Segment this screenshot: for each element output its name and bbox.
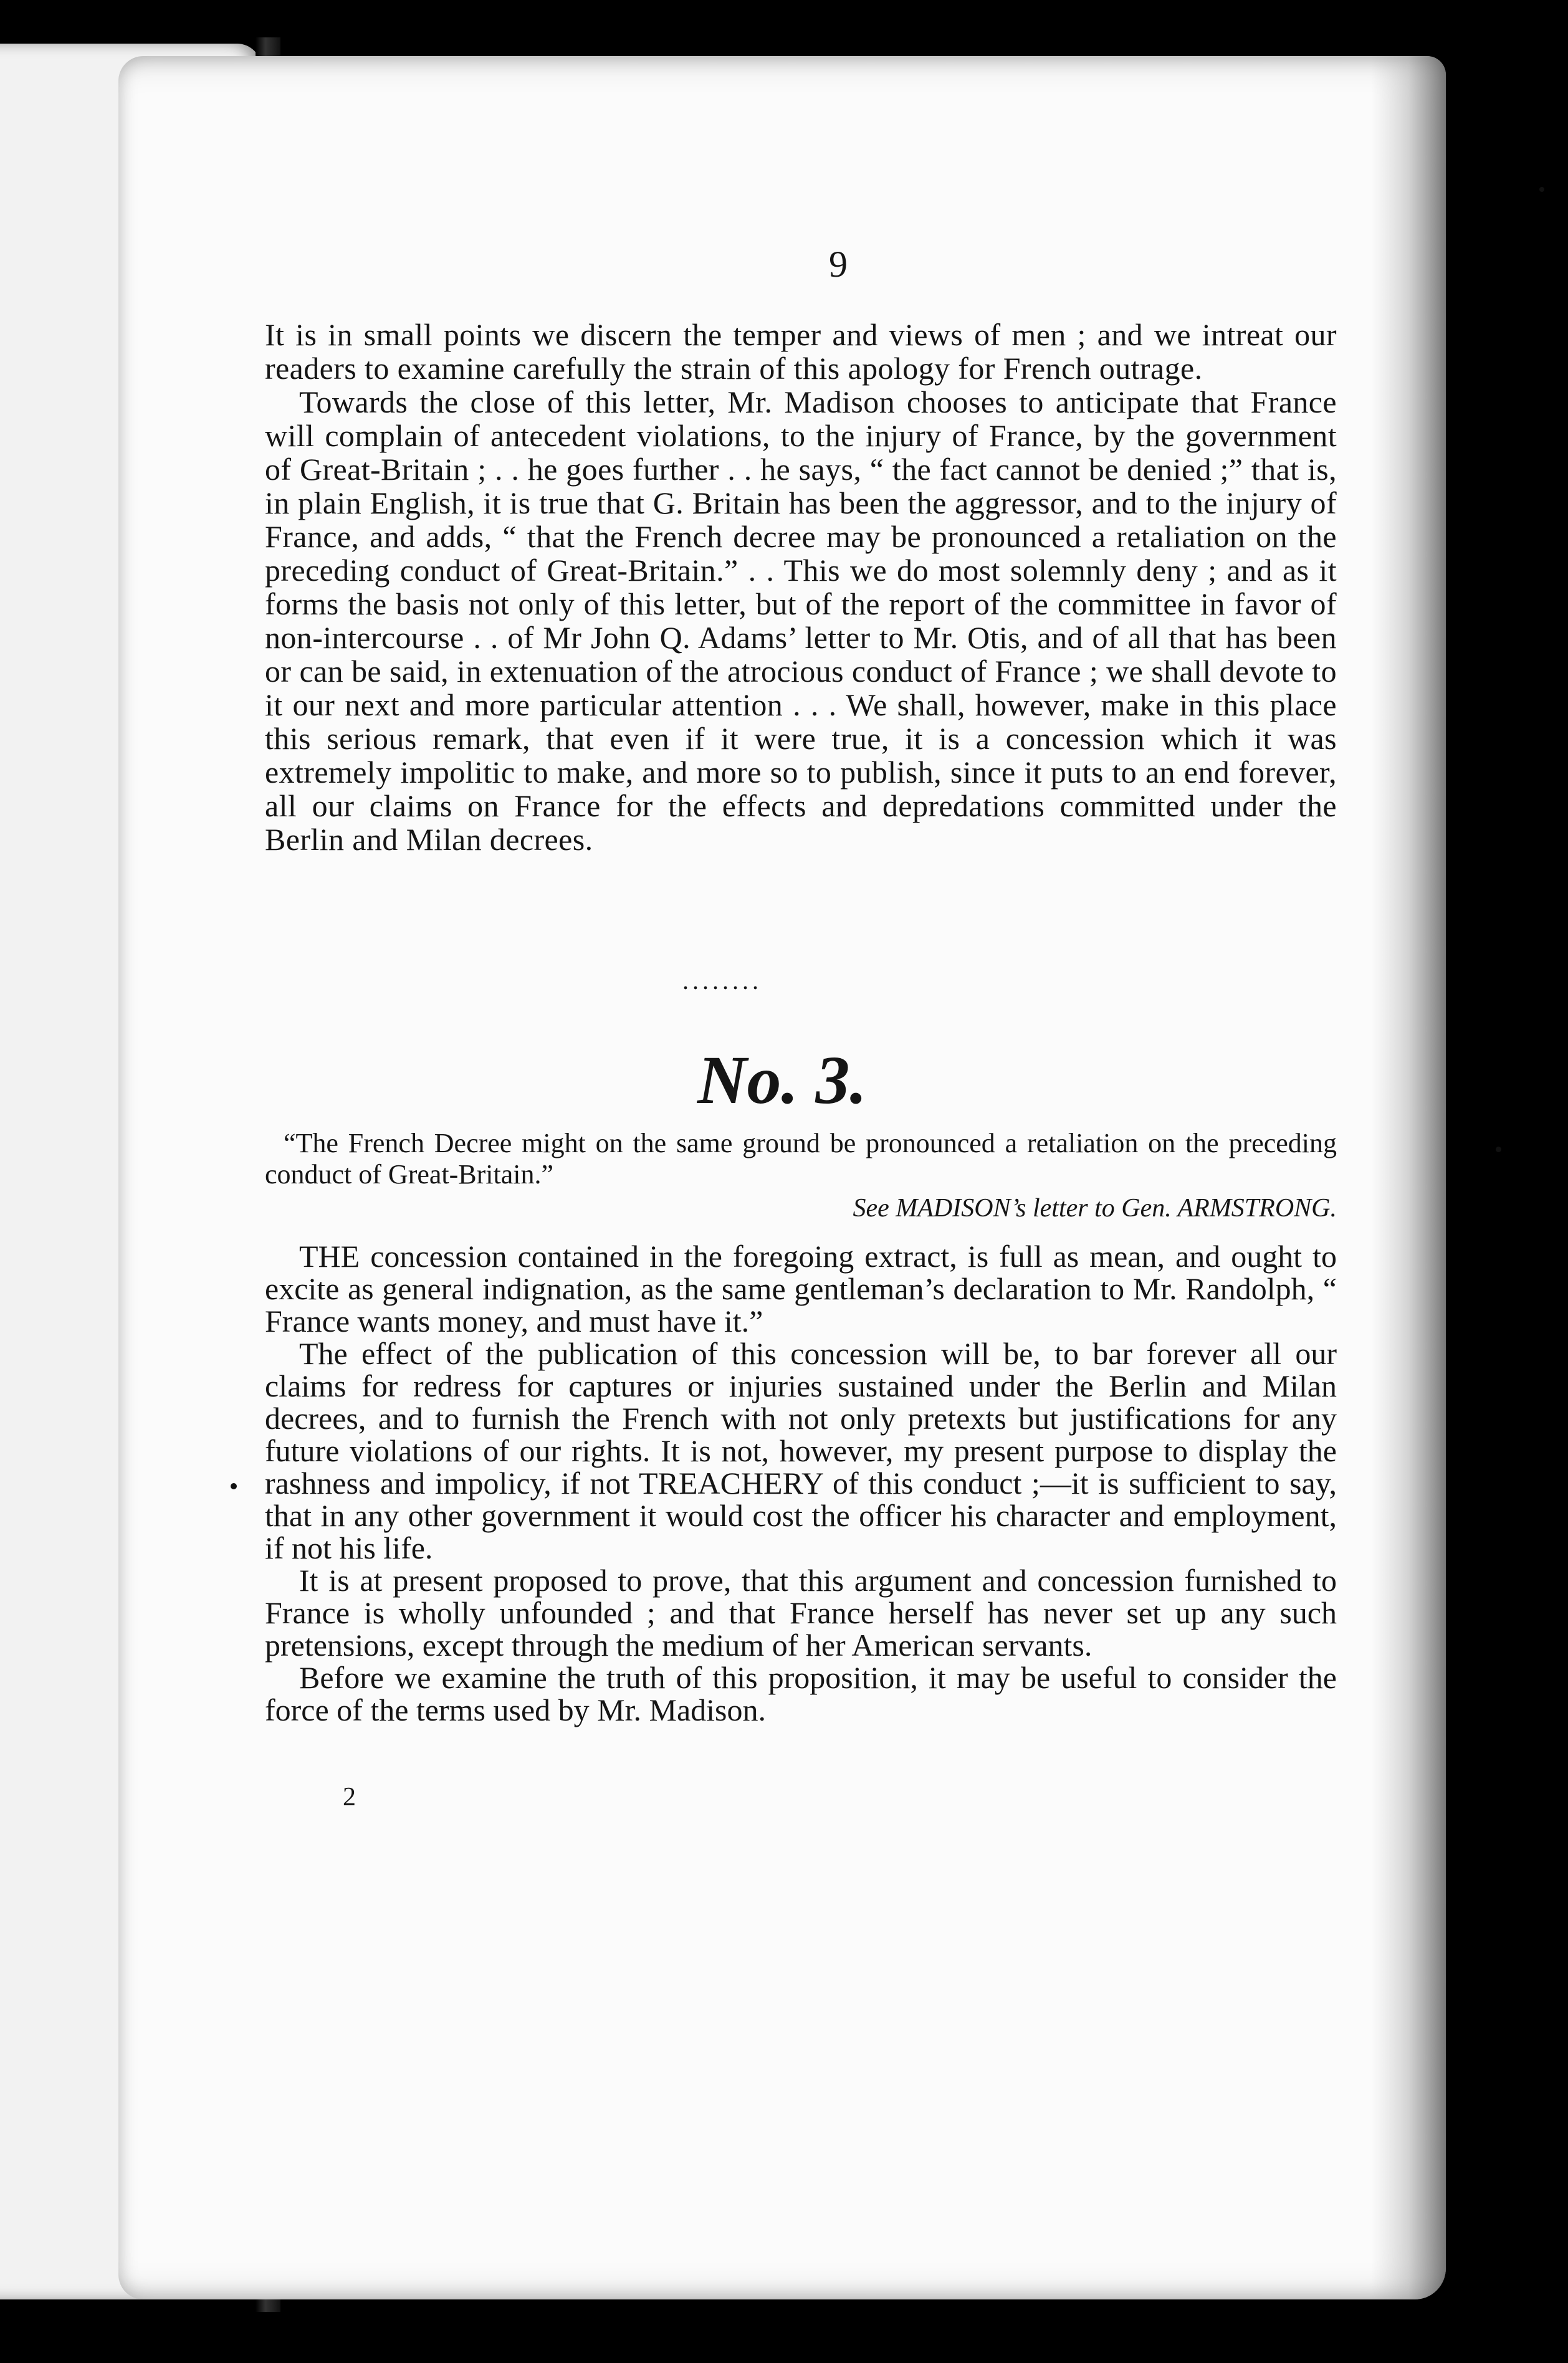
epigraph-quote: “The French Decree might on the same ground be pronounced a retaliation on the preceding conduct of Great-Britain.” [265,1128,1337,1190]
section-heading: No. 3. [697,1042,867,1118]
continued-text-section [265,318,1337,856]
ink-speck [231,1483,237,1489]
paragraph: It is in small points we discern the temper and views of men ; and we intreat our readers to examine carefully the strain of this apology for French outrage. [265,317,1337,386]
page-number: 9 [829,244,848,285]
signature-mark: 2 [343,1783,356,1812]
epigraph [265,1128,1337,1224]
page-edge-shadow [1371,56,1446,2299]
paragraph: Before we examine the truth of this proposition, it may be useful to consider the force of the terms used by Mr. Madison. [265,1660,1337,1727]
paragraph: Towards the close of this letter, Mr. Madison chooses to anticipate that France will complain of antecedent violations, to the injury of France, by the government of Great-Britain ; . . he goes further . . he says, “ the fact cannot be denied ;” that is, in plain English, it is true that G. Britain has been the aggressor, and to the injury of France, and adds, “ that the French decree may be pronounced a retaliation on the preceding conduct of Great-Britain.” . . This we do most solemnly deny ; and as it forms the basis not only of this letter, but of the report of the committee in favor of non-intercourse . . of Mr John Q. Adams’ letter to Mr. Otis, and of all that has been or can be said, in extenuation of the atrocious conduct of France ; we shall devote to it our next and more particular attention . . . We shall, however, make in this place this serious remark, that even if it were true, it is a concession which it was extremely impolitic to make, and more so to publish, since it puts to an end forever, all our claims on France for the effects and depredations committed under the Berlin and Milan decrees. [265,384,1337,857]
ink-speck [1539,187,1544,192]
ink-speck [1496,1147,1501,1152]
paragraph: THE concession contained in the foregoing extract, is full as mean, and ought to excite as general indignation, as the same gentleman’s declaration to Mr. Randolph, “ France wants money, and must have it.” [265,1239,1337,1339]
epigraph-citation: See MADISON’s letter to Gen. ARMSTRONG. [853,1194,1337,1223]
main-text-section [265,1240,1337,1726]
paragraph: It is at present proposed to prove, that this argument and concession furnished to France is wholly unfounded ; and that France herself has never set up any such pretensions, except through the medium of her American servants. [265,1563,1337,1663]
section-separator: ........ [682,967,762,995]
paragraph: The effect of the publication of this concession will be, to bar forever all our claims for redress for captures or injuries sustained under the Berlin and Milan decrees, and to furnish the French with not only pretexts but justifications for any future violations of our rights. It is not, however, my present purpose to display the rashness and impolicy, if not TREACHERY of this conduct ;—it is sufficient to say, that in any other government it would cost the officer his character and employment, if not his life. [265,1336,1337,1565]
book-page [118,56,1446,2299]
